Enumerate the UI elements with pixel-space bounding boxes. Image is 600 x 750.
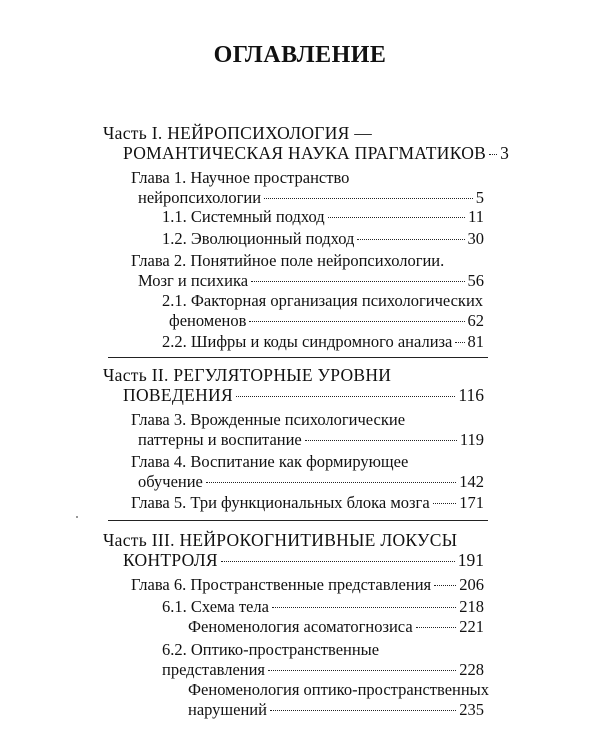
- page-number: 5: [475, 188, 484, 207]
- toc-subsection-title: Феноменология асоматогнозиса: [188, 617, 413, 636]
- toc-subsection-6-2-a: [188, 680, 490, 720]
- page-number: 116: [458, 385, 484, 405]
- dot-leader: [434, 585, 456, 586]
- toc-section-title-end: феноменов: [169, 311, 247, 330]
- page-number: 56: [467, 271, 484, 290]
- dot-leader: [251, 281, 464, 282]
- dot-leader: [206, 482, 456, 483]
- toc-part-3-title-end: КОНТРОЛЯ: [123, 550, 218, 570]
- dot-leader: [272, 607, 456, 608]
- dot-leader: [357, 239, 464, 240]
- separator: [108, 357, 488, 358]
- toc-chapter-5-title: Глава 5. Три функциональных блока мозга: [131, 493, 430, 512]
- toc-part-3-line: Часть III. НЕЙРОКОГНИТИВНЫЕ ЛОКУСЫ: [103, 530, 458, 550]
- dot-leader: [489, 154, 497, 155]
- page-number: 171: [459, 493, 484, 512]
- toc-section-2-2: [162, 332, 484, 352]
- dot-leader: [268, 670, 456, 671]
- dot-leader: [264, 198, 473, 199]
- print-speck: [76, 516, 78, 518]
- dot-leader: [328, 217, 465, 218]
- toc-chapter-5: [131, 493, 484, 513]
- page-number: 235: [459, 700, 484, 719]
- toc-chapter-2-line: Глава 2. Понятийное поле нейропсихологии.: [131, 251, 445, 270]
- page-number: 221: [459, 617, 484, 636]
- toc-chapter-6-title: Глава 6. Пространственные представления: [131, 575, 432, 594]
- toc-part-1: [103, 123, 509, 163]
- toc-part-2-title-end: ПОВЕДЕНИЯ: [123, 385, 233, 405]
- dot-leader: [433, 503, 457, 504]
- page-number: 62: [467, 311, 484, 330]
- page-title: ОГЛАВЛЕНИЕ: [213, 42, 387, 68]
- toc-chapter-1-line: Глава 1. Научное пространство: [131, 168, 350, 187]
- toc-subsection-line: Феноменология оптико-пространственных: [188, 680, 490, 699]
- toc-part-3: [103, 530, 484, 570]
- toc-subsection-6-1-a: [188, 617, 484, 637]
- toc-section-title: 1.1. Системный подход: [162, 207, 325, 226]
- dot-leader: [270, 710, 456, 711]
- toc-section-1-2: [162, 229, 484, 249]
- page-number: 142: [459, 472, 484, 491]
- page-number: 30: [467, 229, 484, 248]
- toc-section-6-1: [162, 597, 484, 617]
- dot-leader: [236, 396, 455, 397]
- toc-chapter-2: [131, 251, 484, 291]
- page-number: 119: [459, 430, 484, 449]
- toc-subsection-title-end: нарушений: [188, 700, 267, 719]
- toc-chapter-3-line: Глава 3. Врожденные психологические: [131, 410, 406, 429]
- toc-section-title: 2.2. Шифры и коды синдромного анализа: [162, 332, 453, 351]
- toc-chapter-1-title-end: нейропсихологии: [138, 188, 262, 207]
- page-number: 206: [459, 575, 484, 594]
- toc-part-2-line: Часть II. РЕГУЛЯТОРНЫЕ УРОВНИ: [103, 365, 392, 385]
- page-number: 81: [467, 332, 484, 351]
- toc-part-1-title-end: РОМАНТИЧЕСКАЯ НАУКА ПРАГМАТИКОВ: [123, 143, 487, 163]
- toc-section-1-1: [162, 207, 484, 227]
- toc-section-title-end: представления: [162, 660, 266, 679]
- toc-chapter-3-title-end: паттерны и воспитание: [138, 430, 302, 449]
- dot-leader: [221, 561, 455, 562]
- toc-chapter-2-title-end: Мозг и психика: [138, 271, 249, 290]
- toc-section-title: 6.1. Схема тела: [162, 597, 269, 616]
- toc-chapter-1: [131, 168, 484, 208]
- page-number: 191: [457, 550, 484, 570]
- toc-section-line: 6.2. Оптико-пространственные: [162, 640, 380, 659]
- dot-leader: [249, 321, 464, 322]
- toc-section-line: 2.1. Факторная организация психологических: [162, 291, 484, 310]
- page-number: 3: [500, 143, 509, 163]
- page-number: 218: [459, 597, 484, 616]
- toc-chapter-6: [131, 575, 484, 595]
- toc-part-1-line: Часть I. НЕЙРОПСИХОЛОГИЯ —: [103, 123, 373, 143]
- page-number: 11: [468, 207, 484, 226]
- toc-chapter-4: [131, 452, 484, 492]
- toc-section-2-1: [162, 291, 484, 331]
- toc-part-2: [103, 365, 484, 405]
- dot-leader: [416, 627, 457, 628]
- toc-section-6-2: [162, 640, 484, 680]
- separator: [108, 520, 488, 521]
- page-number: 228: [459, 660, 484, 679]
- dot-leader: [305, 440, 457, 441]
- toc-section-title: 1.2. Эволюционный подход: [162, 229, 355, 248]
- toc-chapter-3: [131, 410, 484, 450]
- toc-chapter-4-line: Глава 4. Воспитание как формирующее: [131, 452, 409, 471]
- toc-chapter-4-title-end: обучение: [138, 472, 203, 491]
- dot-leader: [455, 342, 464, 343]
